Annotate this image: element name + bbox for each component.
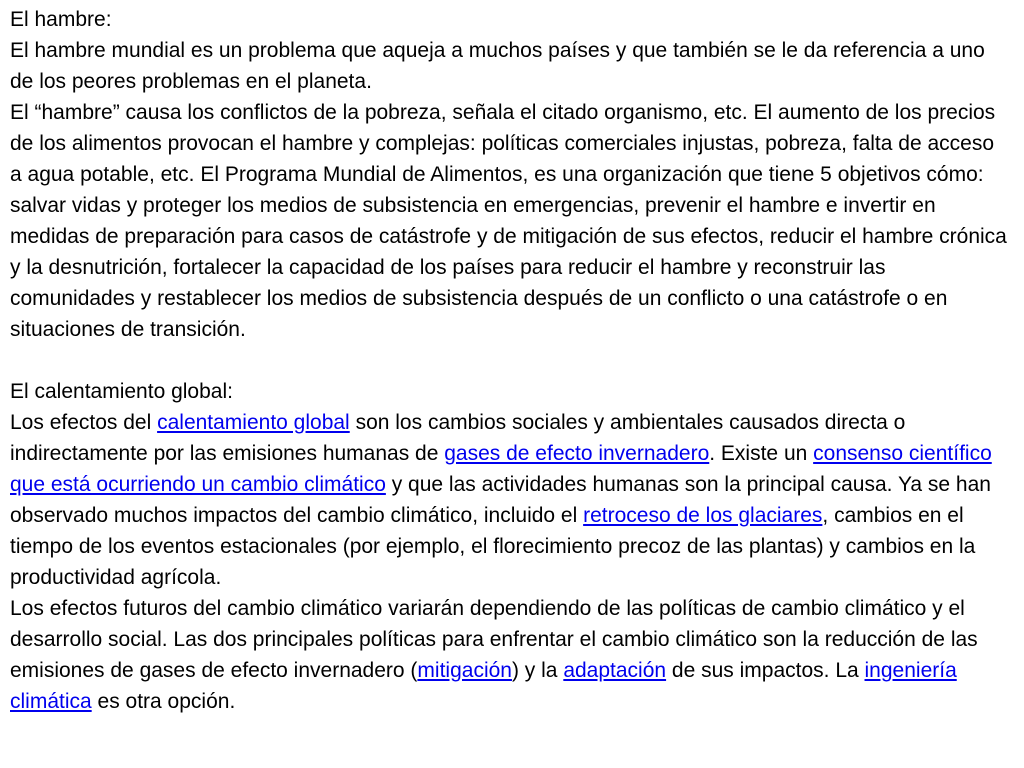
warming-p1-text-5: , cambios en el tiempo de los eventos estacionales (por ejemplo, el florecimiento precoz de las plantas) y cambios en la productividad agrícola.	[10, 504, 976, 589]
link-calentamiento-global[interactable]: calentamiento global	[157, 411, 350, 434]
slide-text-body	[10, 4, 1010, 717]
warming-p1-text-3: . Existe un	[709, 442, 814, 465]
warming-p2-text-4: es otra opción.	[91, 690, 236, 713]
link-gases-efecto-invernadero[interactable]: gases de efecto invernadero	[444, 442, 710, 465]
warming-paragraph-1	[10, 407, 1010, 593]
warming-paragraph-2	[10, 593, 1010, 717]
link-ingenieria-climatica[interactable]: ingeniería climática	[10, 659, 957, 713]
link-mitigacion[interactable]: mitigación	[417, 659, 512, 682]
warming-p2-text-3: de sus impactos. La	[666, 659, 865, 682]
warming-p1-text-4: y que las actividades humanas son la principal causa. Ya se han observado muchos impactos del cambio climático, incluido el	[10, 473, 991, 527]
warming-p2-text-1: Los efectos futuros del cambio climático variarán dependiendo de las políticas de cambio climático y el desarrollo social. Las dos principales políticas para enfrentar el cambio climático son la reducción de las emisiones de gases de efecto invernadero (	[10, 597, 978, 682]
link-adaptacion[interactable]: adaptación	[563, 659, 667, 682]
section-spacer	[10, 345, 1010, 376]
link-retroceso-glaciares[interactable]: retroceso de los glaciares	[583, 504, 823, 527]
hunger-paragraph-1: El hambre mundial es un problema que aqueja a muchos países y que también se le da referencia a uno de los peores problemas en el planeta.	[10, 39, 985, 93]
link-consenso-cientifico[interactable]: consenso científico que está ocurriendo un cambio climático	[10, 442, 992, 496]
hunger-paragraph-2: El “hambre” causa los conflictos de la pobreza, señala el citado organismo, etc. El aumento de los precios de los alimentos provocan el hambre y complejas: políticas comerciales injustas, pobreza, falta de acceso a agua potable, etc. El Programa Mundial de Alimentos, es una organización que tiene 5 objetivos cómo: salvar vidas y proteger los medios de subsistencia en emergencias, prevenir el hambre e invertir en medidas de preparación para casos de catástrofe y de mitigación de sus efectos, reducir el hambre crónica y la desnutrición, fortalecer la capacidad de los países para reducir el hambre y reconstruir las comunidades y restablecer los medios de subsistencia después de un conflicto o una catástrofe o en situaciones de transición.	[10, 101, 1007, 341]
warming-heading: El calentamiento global:	[10, 380, 233, 403]
warming-p1-text-1: Los efectos del	[10, 411, 158, 434]
hunger-heading: El hambre:	[10, 8, 112, 31]
warming-p2-text-2: ) y la	[511, 659, 564, 682]
warming-p1-text-2: son los cambios sociales y ambientales causados directa o indirectamente por las emisiones humanas de	[10, 411, 906, 465]
